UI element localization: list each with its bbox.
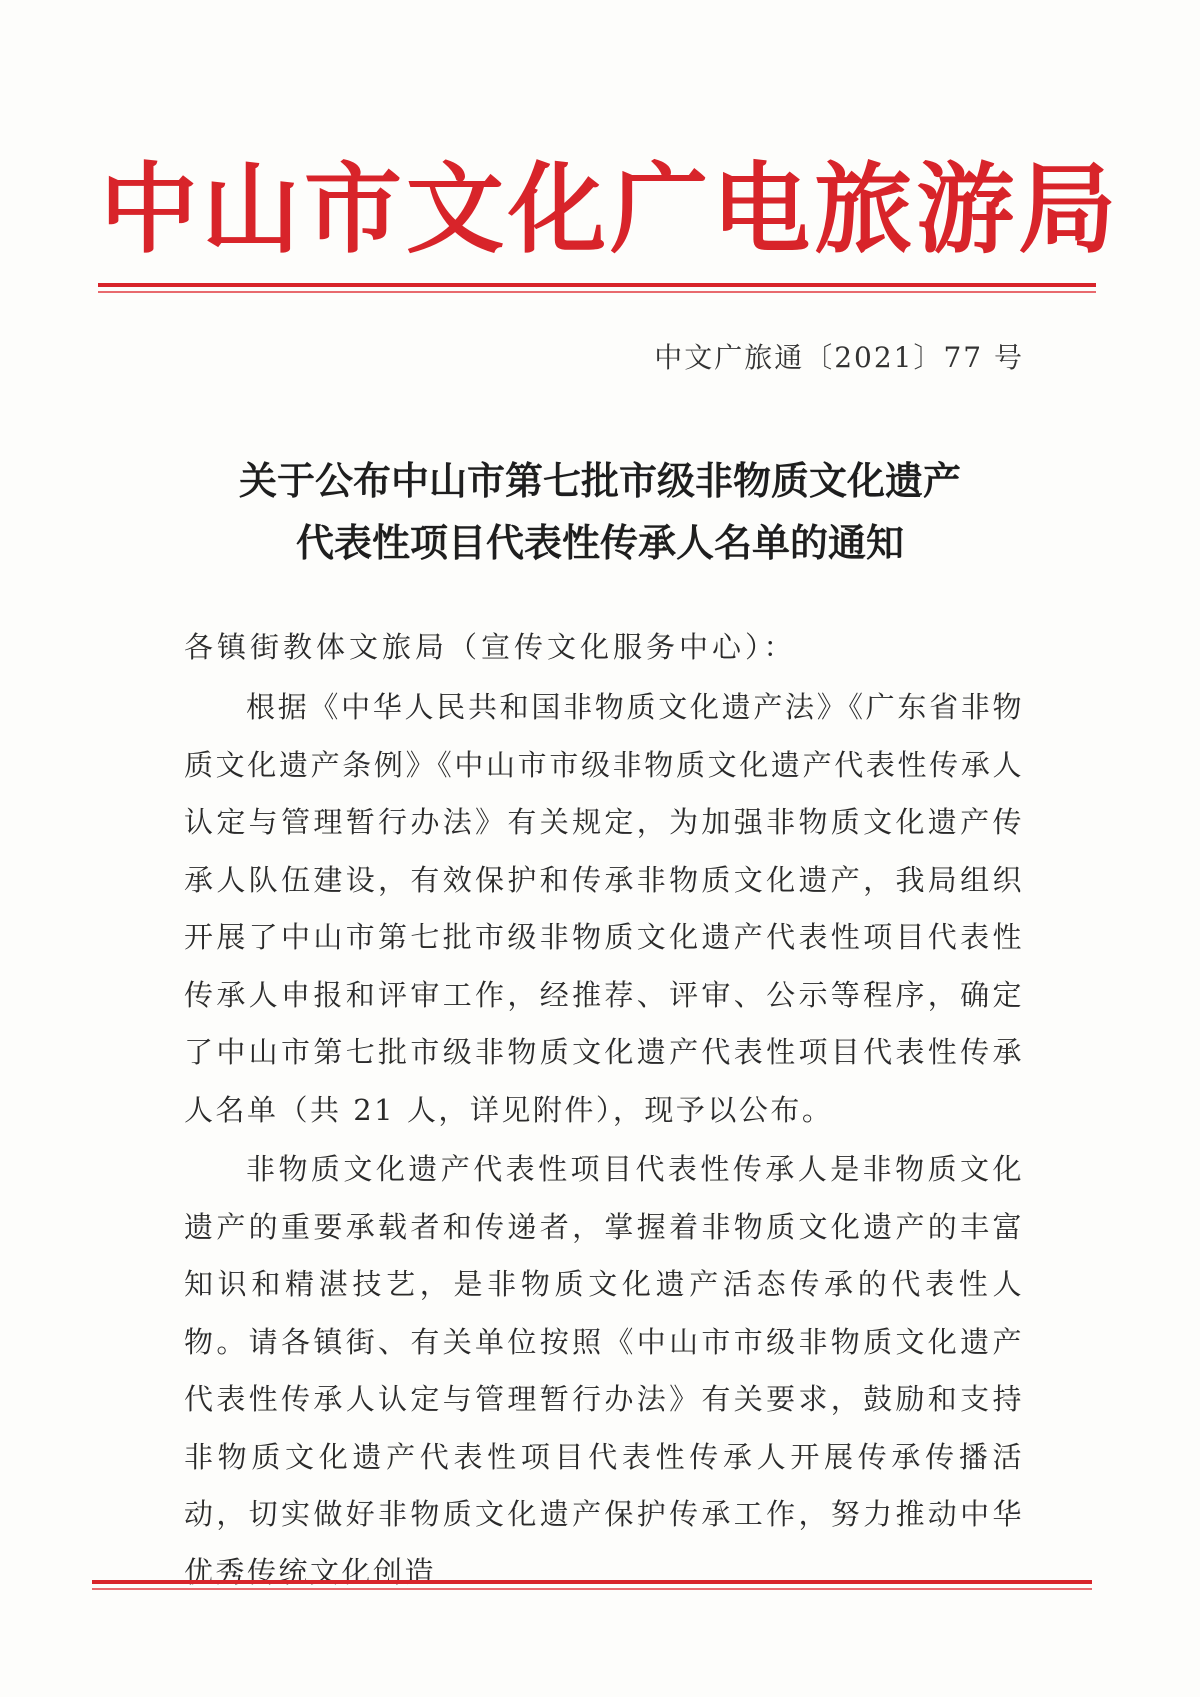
header-red-rule	[98, 283, 1096, 287]
agency-name-char: 市	[304, 152, 407, 267]
document-number: 中文广旅通〔2021〕77 号	[654, 341, 1024, 374]
agency-name-char: 中	[100, 152, 203, 267]
agency-name-char: 文	[406, 152, 509, 267]
body-paragraph-2: 非物质文化遗产代表性项目代表性传承人是非物质文化遗产的重要承载者和传递者，掌握着非物质文化遗产的丰富知识和精湛技艺，是非物质文化遗产活态传承的代表性人物。请各镇街、有关单位按照《中山市市级非物质文化遗产代表性传承人认定与管理暂行办法》有关要求，鼓励和支持非物质文化遗产代表性项目代表性传承人开展传承传播活动，切实做好非物质文化遗产保护传承工作，努力推动中华优秀传统文化创造	[184, 1152, 1024, 1589]
agency-name-char: 局	[1018, 152, 1121, 267]
agency-name-char: 电	[712, 152, 815, 267]
agency-header	[100, 150, 1121, 270]
agency-name-char: 山	[202, 152, 305, 267]
title-line-2: 代表性项目代表性传承人名单的通知	[295, 521, 904, 565]
document-title	[150, 450, 1050, 574]
body-paragraph-1: 根据《中华人民共和国非物质文化遗产法》《广东省非物质文化遗产条例》《中山市市级非物质文化遗产代表性传承人认定与管理暂行办法》有关规定，为加强非物质文化遗产传承人队伍建设，有效保护和传承非物质文化遗产，我局组织开展了中山市第七批市级非物质文化遗产代表性项目代表性传承人申报和评审工作，经推荐、评审、公示等程序，确定了中山市第七批市级非物质文化遗产代表性项目代表性传承人名单（共 21 人，详见附件），现予以公布。	[184, 690, 1024, 1127]
footer-red-rule	[92, 1580, 1092, 1584]
agency-name-char: 化	[508, 152, 611, 267]
salutation: 各镇街教体文旅局（宣传文化服务中心）：	[184, 630, 797, 664]
agency-name-char: 旅	[814, 152, 917, 267]
agency-name-char: 广	[610, 152, 713, 267]
agency-name-char: 游	[916, 152, 1019, 267]
title-line-1: 关于公布中山市第七批市级非物质文化遗产	[238, 459, 961, 503]
